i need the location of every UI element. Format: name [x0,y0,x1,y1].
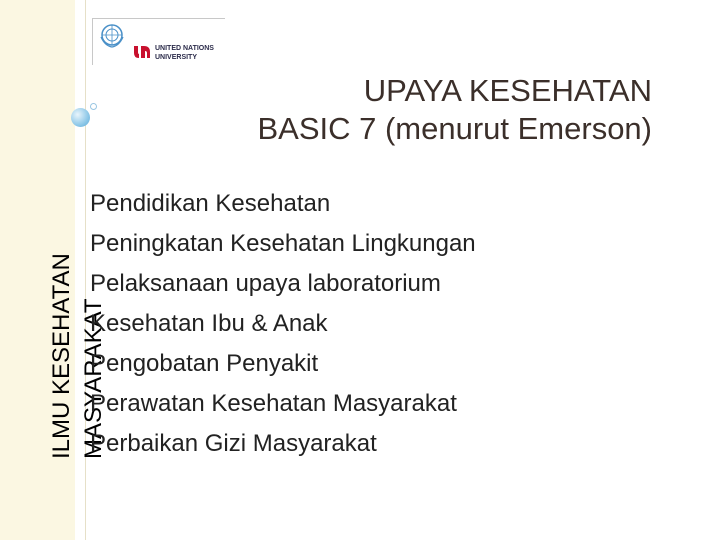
logo-text [155,44,214,62]
left-band-divider [85,0,86,540]
slide-title [257,72,652,148]
list-item: Pelaksanaan upaya laboratorium [90,270,441,297]
list-item: Kesehatan Ibu & Anak [90,310,328,337]
list-item: Peningkatan Kesehatan Lingkungan [90,230,476,257]
list-item: Perbaikan Gizi Masyarakat [90,430,377,457]
un-emblem-icon [99,22,125,48]
logo-header [92,18,225,65]
small-bubble-decoration-icon [90,103,97,110]
title-line2: BASIC 7 (menurut Emerson) [257,111,652,146]
list-item: Pendidikan Kesehatan [90,190,331,217]
bullet-list [90,184,476,464]
bubble-decoration-icon [71,108,90,127]
side-label-line2: MASYARAKAT [80,298,107,459]
logo-text-line1: UNITED NATIONS [155,45,214,52]
logo-text-line2: UNIVERSITY [155,54,198,61]
side-label-line1: ILMU KESEHATAN [48,253,75,459]
title-line1: UPAYA KESEHATAN [363,73,652,108]
list-item: Pengobatan Penyakit [90,350,319,377]
list-item: Perawatan Kesehatan Masyarakat [90,390,457,417]
unu-logo-icon [131,41,151,61]
